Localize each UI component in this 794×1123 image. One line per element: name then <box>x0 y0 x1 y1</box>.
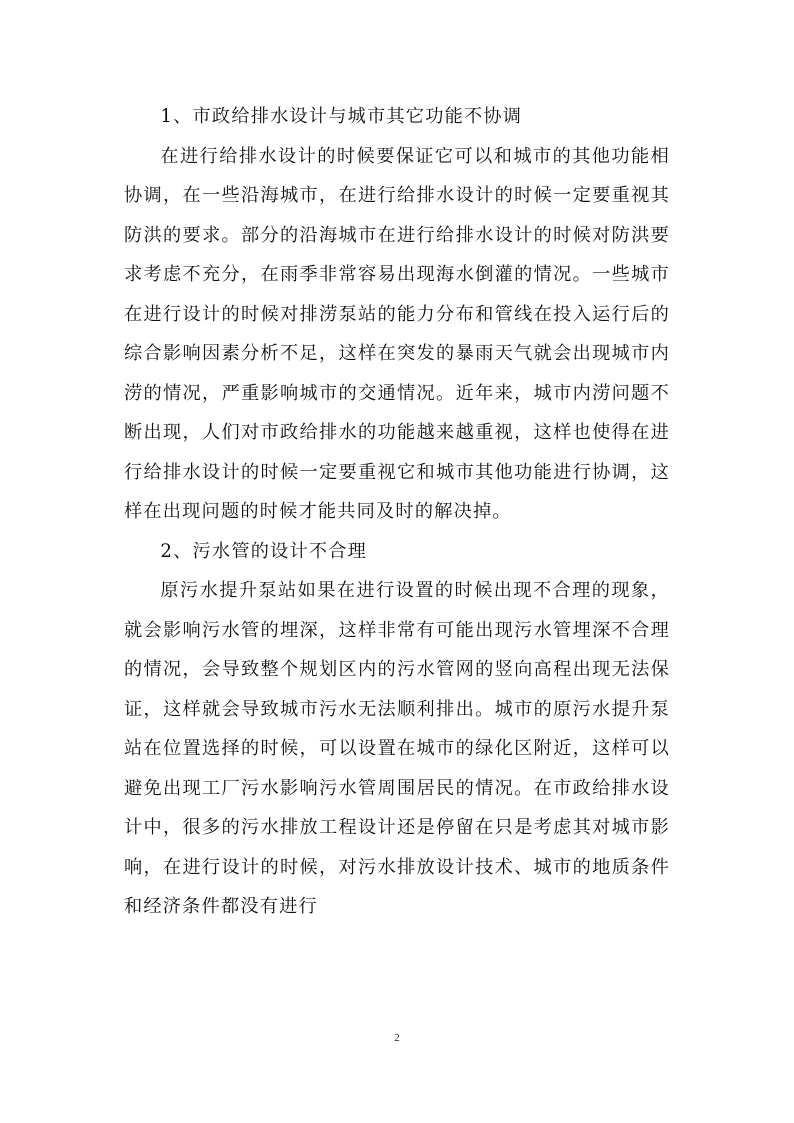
section-paragraph-1: 在进行给排水设计的时候要保证它可以和城市的其他功能相协调，在一些沿海城市，在进行给排水设计的时候一定要重视其防洪的要求。部分的沿海城市在进行给排水设计的时候对防洪要求考虑不充分，在雨季非常容易出现海水倒灌的情况。一些城市在进行设计的时候对排涝泵站的能力分布和管线在投入运行后的综合影响因素分析不足，这样在突发的暴雨天气就会出现城市内涝的情况，严重影响城市的交通情况。近年来，城市内涝问题不断出现，人们对市政给排水的功能越来越重视，这样也使得在进行给排水设计的时候一定要重视它和城市其他功能进行协调，这样在出现问题的时候才能共同及时的解决掉。 <box>124 145 670 522</box>
section-paragraph-2: 原污水提升泵站如果在进行设置的时候出现不合理的现象，就会影响污水管的埋深，这样非常有可能出现污水管埋深不合理的情况，会导致整个规划区内的污水管网的竖向高程出现无法保证，这样就会导致城市污水无法顺利排出。城市的原污水提升泵站在位置选择的时候，可以设置在城市的绿化区附近，这样可以避免出现工厂污水影响污水管周围居民的情况。在市政给排水设计中，很多的污水排放工程设计还是停留在只是考虑其对城市影响，在进行设计的时候，对污水排放设计技术、城市的地质条件和经济条件都没有进行 <box>124 580 670 917</box>
document-body <box>124 97 670 927</box>
page-number: 2 <box>394 1032 400 1044</box>
section-heading-1: 1、市政给排水设计与城市其它功能不协调 <box>160 106 523 127</box>
section-heading-2: 2、污水管的设计不合理 <box>160 540 368 562</box>
